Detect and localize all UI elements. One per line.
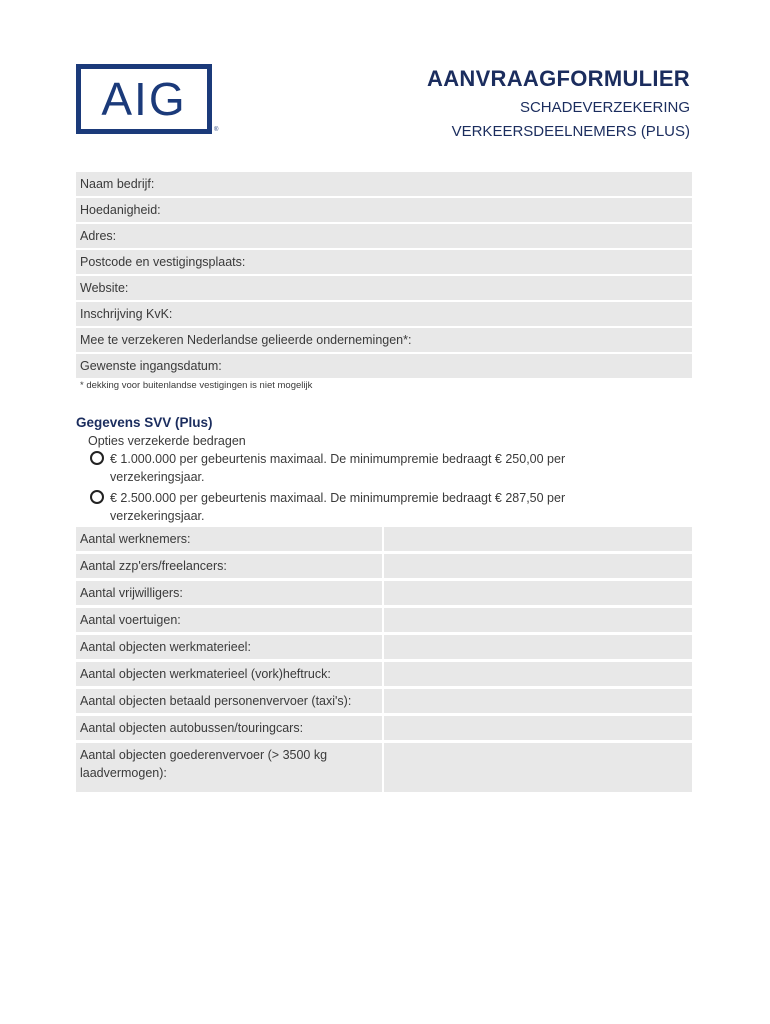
footnote: * dekking voor buitenlandse vestigingen is niet mogelijk: [80, 380, 313, 391]
logo-text: AIG: [101, 73, 187, 125]
table-row: [76, 743, 692, 792]
equipment-label: Aantal objecten werkmaterieel:: [76, 635, 382, 659]
table-row: [76, 689, 692, 713]
freight-input[interactable]: [384, 743, 692, 792]
volunteers-label: Aantal vrijwilligers:: [76, 581, 382, 605]
volunteers-input[interactable]: [384, 581, 692, 605]
vehicles-input[interactable]: [384, 608, 692, 632]
forklift-label: Aantal objecten werkmaterieel (vork)heftruck:: [76, 662, 382, 686]
freelancers-label: Aantal zzp'ers/freelancers:: [76, 554, 382, 578]
option-1m-text: € 1.000.000 per gebeurtenis maximaal. De minimumpremie bedraagt € 250,00 per verzekeringsjaar.: [110, 452, 566, 484]
form-subtitle-2: VERKEERSDEELNEMERS (PLUS): [451, 123, 690, 140]
kvk-field[interactable]: Inschrijving KvK:: [76, 302, 692, 326]
options-label: Opties verzekerde bedragen: [88, 434, 246, 448]
vehicles-label: Aantal voertuigen:: [76, 608, 382, 632]
option-1m[interactable]: [90, 450, 610, 486]
section-title: Gegevens SVV (Plus): [76, 415, 213, 430]
aig-logo: [76, 64, 212, 134]
radio-option-1m[interactable]: [90, 451, 104, 465]
option-2-5m-text: € 2.500.000 per gebeurtenis maximaal. De minimumpremie bedraagt € 287,50 per verzekeringsjaar.: [110, 491, 566, 523]
table-row: [76, 662, 692, 686]
table-row: [76, 608, 692, 632]
counts-table: [76, 527, 692, 795]
radio-option-2-5m[interactable]: [90, 490, 104, 504]
website-field[interactable]: Website:: [76, 276, 692, 300]
postcode-city-field[interactable]: Postcode en vestigingsplaats:: [76, 250, 692, 274]
employees-label: Aantal werknemers:: [76, 527, 382, 551]
company-info-table: [76, 172, 692, 380]
taxi-input[interactable]: [384, 689, 692, 713]
buses-label: Aantal objecten autobussen/touringcars:: [76, 716, 382, 740]
table-row: [76, 527, 692, 551]
freight-label: Aantal objecten goederenvervoer (> 3500 kg laadvermogen):: [76, 743, 382, 792]
forklift-input[interactable]: [384, 662, 692, 686]
company-name-field[interactable]: Naam bedrijf:: [76, 172, 692, 196]
table-row: [76, 635, 692, 659]
registered-mark: ®: [214, 127, 219, 133]
affiliated-companies-field[interactable]: Mee te verzekeren Nederlandse gelieerde ondernemingen*:: [76, 328, 692, 352]
buses-input[interactable]: [384, 716, 692, 740]
table-row: [76, 581, 692, 605]
form-subtitle-1: SCHADEVERZEKERING: [519, 99, 690, 116]
header-titles: [427, 66, 690, 144]
table-row: [76, 716, 692, 740]
option-2-5m[interactable]: [90, 489, 610, 525]
start-date-field[interactable]: Gewenste ingangsdatum:: [76, 354, 692, 378]
address-field[interactable]: Adres:: [76, 224, 692, 248]
freelancers-input[interactable]: [384, 554, 692, 578]
capacity-field[interactable]: Hoedanigheid:: [76, 198, 692, 222]
table-row: [76, 554, 692, 578]
equipment-input[interactable]: [384, 635, 692, 659]
employees-input[interactable]: [384, 527, 692, 551]
form-title: AANVRAAGFORMULIER: [427, 66, 690, 91]
taxi-label: Aantal objecten betaald personenvervoer (taxi's):: [76, 689, 382, 713]
